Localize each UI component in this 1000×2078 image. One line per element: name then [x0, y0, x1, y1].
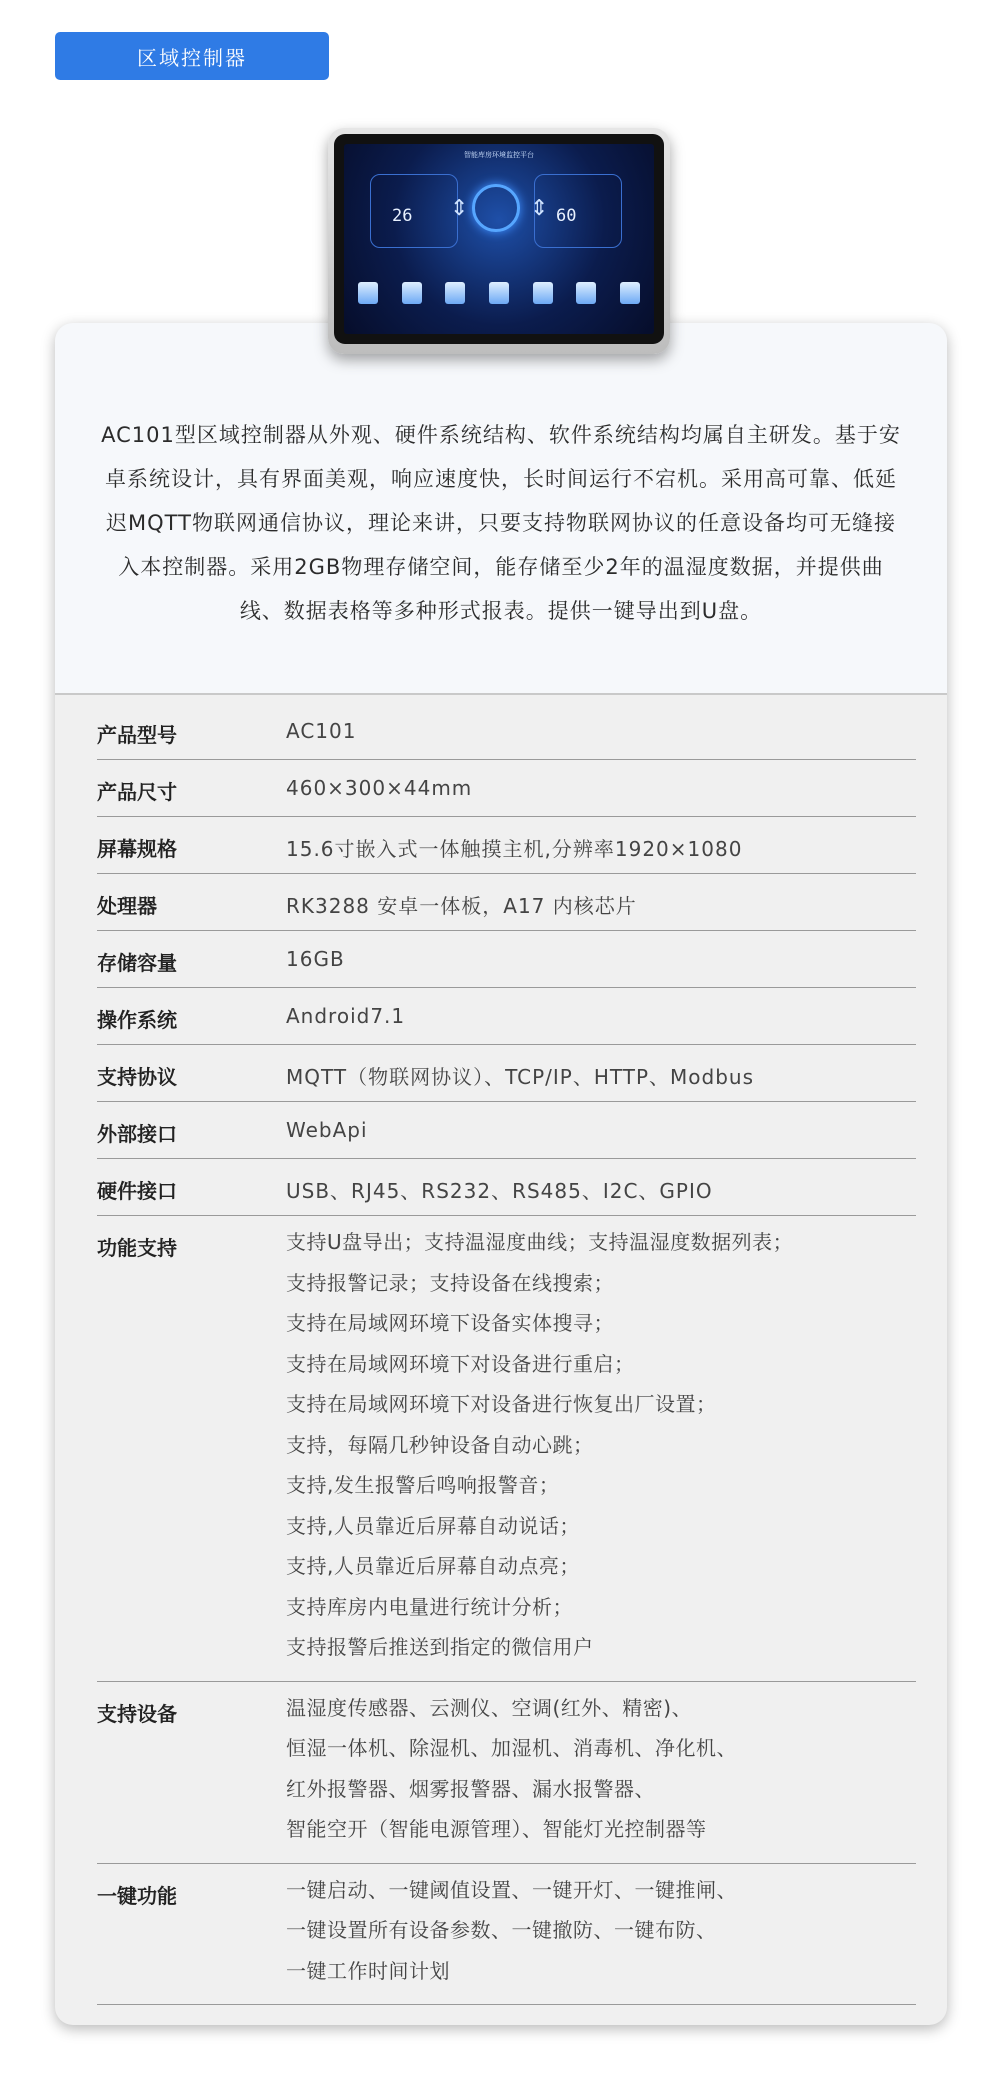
spec-row — [97, 1045, 916, 1102]
screen-device-icon — [576, 282, 596, 304]
spec-row — [97, 931, 916, 988]
spec-value: MQTT（物联网协议）、TCP/IP、HTTP、Modbus — [286, 1065, 755, 1089]
spec-line: 支持报警记录；支持设备在线搜索； — [286, 1270, 614, 1295]
supported-devices-lines — [286, 1688, 737, 1850]
screen-device-icon — [358, 282, 378, 304]
one-key-functions-label: 一键功能 — [97, 1883, 177, 1908]
spec-line: 支持报警后推送到指定的微信用户 — [286, 1635, 594, 1659]
screen-center-ring — [472, 184, 520, 232]
screen-device-icon — [620, 282, 640, 304]
supported-devices-label: 支持设备 — [97, 1701, 177, 1726]
spec-row — [97, 1159, 916, 1216]
spec-line: 支持,发生报警后鸣响报警音； — [286, 1473, 560, 1497]
spec-card — [55, 323, 947, 2025]
one-key-functions-row — [97, 1864, 916, 2006]
screen-title: 智能库房环境监控平台 — [464, 151, 534, 159]
one-key-functions-lines — [286, 1870, 737, 1992]
spec-value: 15.6寸嵌入式一体触摸主机,分辨率1920×1080 — [286, 837, 743, 861]
spec-row — [97, 1102, 916, 1159]
controller-device-image — [328, 128, 670, 354]
spec-line: 一键设置所有设备参数、一键撤防、一键布防、 — [286, 1918, 717, 1942]
spec-row — [97, 817, 916, 874]
spec-value: 16GB — [286, 947, 345, 971]
spec-label: 屏幕规格 — [97, 837, 177, 861]
supported-devices-row — [97, 1682, 916, 1864]
section-title: 区域控制器 — [137, 45, 247, 70]
spec-label: 硬件接口 — [97, 1179, 177, 1203]
spec-line: 温湿度传感器、云测仪、空调(红外、精密)、 — [286, 1695, 693, 1720]
spec-label: 产品尺寸 — [97, 780, 177, 804]
spec-line: 支持，每隔几秒钟设备自动心跳； — [286, 1432, 594, 1457]
spec-value: 460×300×44mm — [286, 776, 473, 800]
screen-humidity-value: 60 — [556, 206, 577, 226]
spec-row — [97, 988, 916, 1045]
spec-line: 支持,人员靠近后屏幕自动说话； — [286, 1513, 580, 1538]
spec-row — [97, 874, 916, 931]
spec-value: USB、RJ45、RS232、RS485、I2C、GPIO — [286, 1179, 713, 1203]
section-title-badge — [55, 32, 329, 80]
spec-line: 支持在局域网环境下设备实体搜寻； — [286, 1311, 614, 1335]
spec-line: 支持在局域网环境下对设备进行重启； — [286, 1351, 635, 1376]
spec-line: 一键启动、一键阈值设置、一键开灯、一键推闸、 — [286, 1877, 737, 1902]
features-label: 功能支持 — [97, 1236, 177, 1260]
screen-device-icon — [489, 282, 509, 304]
spec-line: 支持,人员靠近后屏幕自动点亮； — [286, 1554, 580, 1578]
spec-value: AC101 — [286, 719, 357, 743]
spec-line: 一键工作时间计划 — [286, 1958, 450, 1983]
screen-arrow-left-icon: ⇕ — [450, 196, 469, 221]
spec-line: 红外报警器、烟雾报警器、漏水报警器、 — [286, 1776, 655, 1801]
spec-line: 恒湿一体机、除湿机、加湿机、消毒机、净化机、 — [286, 1736, 737, 1760]
features-lines — [286, 1222, 793, 1668]
spec-row — [97, 703, 916, 760]
spec-label: 处理器 — [97, 894, 157, 918]
device-screen — [344, 144, 654, 334]
spec-value: RK3288 安卓一体板，A17 内核芯片 — [286, 894, 637, 918]
features-row — [97, 1216, 916, 1682]
screen-device-icon — [445, 282, 465, 304]
screen-temperature-value: 26 — [392, 206, 413, 226]
device-bezel — [334, 134, 664, 344]
screen-device-icon — [533, 282, 553, 304]
screen-arrow-right-icon: ⇕ — [530, 196, 549, 221]
spec-label: 外部接口 — [97, 1122, 177, 1146]
spec-row — [97, 760, 916, 817]
screen-device-icon — [402, 282, 422, 304]
intro-text: AC101型区域控制器从外观、硬件系统结构、软件系统结构均属自主研发。基于安卓系统设计，具有界面美观，响应速度快，长时间运行不宕机。采用高可靠、低延迟MQTT物联网通信协议，理论来讲，只要支持物联网协议的任意设备均可无缝接入本控制器。采用2GB物理存储空间，能存储至少2年的温湿度数据，并提供曲线、数据表格等多种形式报表。提供一键导出到U盘。 — [101, 423, 901, 623]
spec-label: 产品型号 — [97, 723, 177, 747]
spec-value: WebApi — [286, 1118, 368, 1142]
spec-line: 智能空开（智能电源管理）、智能灯光控制器等 — [286, 1817, 707, 1841]
screen-device-row — [358, 282, 640, 310]
spec-line: 支持库房内电量进行统计分析； — [286, 1594, 573, 1619]
spec-label: 操作系统 — [97, 1008, 177, 1032]
spec-line: 支持在局域网环境下对设备进行恢复出厂设置； — [286, 1392, 717, 1416]
spec-line: 支持U盘导出；支持温湿度曲线；支持温湿度数据列表； — [286, 1230, 794, 1254]
intro-section — [55, 323, 947, 695]
spec-label: 存储容量 — [97, 951, 177, 975]
screen-left-panel — [370, 174, 458, 248]
spec-value: Android7.1 — [286, 1004, 406, 1028]
spec-label: 支持协议 — [97, 1065, 177, 1089]
